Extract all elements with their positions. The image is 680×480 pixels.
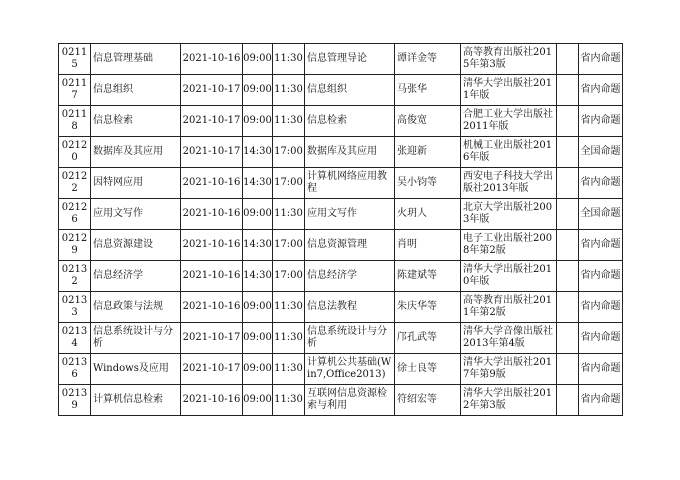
end-time-cell: 11:30: [273, 354, 305, 385]
exam-type-cell: 省内命题: [579, 44, 623, 75]
end-time-cell: 17:00: [273, 261, 305, 292]
course-code-cell: 02126: [59, 199, 91, 230]
course-name-cell: 计算机信息检索: [91, 385, 181, 416]
course-name-cell: 信息检索: [91, 106, 181, 137]
publisher-cell: 西安电子科技大学出版社2013年版: [461, 168, 557, 199]
start-time-cell: 09:00: [243, 199, 273, 230]
author-cell: 徐士良等: [395, 354, 461, 385]
author-cell: 陈建斌等: [395, 261, 461, 292]
note-cell: [557, 385, 579, 416]
textbook-cell: 信息资源管理: [305, 230, 395, 261]
publisher-cell: 清华大学出版社2010年版: [461, 261, 557, 292]
exam-type-cell: 省内命题: [579, 168, 623, 199]
note-cell: [557, 137, 579, 168]
course-code-cell: 02133: [59, 292, 91, 323]
end-time-cell: 11:30: [273, 292, 305, 323]
course-code-cell: 02134: [59, 323, 91, 354]
author-cell: 火玥人: [395, 199, 461, 230]
note-cell: [557, 354, 579, 385]
course-name-cell: 信息政策与法规: [91, 292, 181, 323]
table-row: [59, 137, 623, 168]
textbook-cell: 应用文写作: [305, 199, 395, 230]
author-cell: 邝孔武等: [395, 323, 461, 354]
author-cell: 肖明: [395, 230, 461, 261]
exam-date-cell: 2021-10-16: [181, 261, 243, 292]
note-cell: [557, 323, 579, 354]
exam-type-cell: 省内命题: [579, 75, 623, 106]
table-row: [59, 44, 623, 75]
author-cell: 马张华: [395, 75, 461, 106]
exam-date-cell: 2021-10-16: [181, 168, 243, 199]
exam-date-cell: 2021-10-17: [181, 106, 243, 137]
table-row: [59, 199, 623, 230]
note-cell: [557, 261, 579, 292]
textbook-cell: 计算机公共基础(Win7,Office2013): [305, 354, 395, 385]
end-time-cell: 17:00: [273, 230, 305, 261]
end-time-cell: 11:30: [273, 323, 305, 354]
end-time-cell: 11:30: [273, 385, 305, 416]
publisher-cell: 清华大学出版社2012年第3版: [461, 385, 557, 416]
publisher-cell: 清华大学出版社2017年第9版: [461, 354, 557, 385]
start-time-cell: 14:30: [243, 261, 273, 292]
author-cell: 符绍宏等: [395, 385, 461, 416]
table-row: [59, 75, 623, 106]
author-cell: 谭详金等: [395, 44, 461, 75]
exam-type-cell: 省内命题: [579, 323, 623, 354]
publisher-cell: 机械工业出版社2016年版: [461, 137, 557, 168]
end-time-cell: 17:00: [273, 137, 305, 168]
exam-date-cell: 2021-10-17: [181, 137, 243, 168]
publisher-cell: 高等教育出版社2015年第3版: [461, 44, 557, 75]
publisher-cell: 高等教育出版社2011年第2版: [461, 292, 557, 323]
exam-type-cell: 省内命题: [579, 106, 623, 137]
exam-date-cell: 2021-10-16: [181, 292, 243, 323]
start-time-cell: 09:00: [243, 292, 273, 323]
end-time-cell: 11:30: [273, 106, 305, 137]
note-cell: [557, 292, 579, 323]
table-row: [59, 385, 623, 416]
course-code-cell: 02118: [59, 106, 91, 137]
publisher-cell: 清华大学音像出版社2013年第4版: [461, 323, 557, 354]
author-cell: 张迎新: [395, 137, 461, 168]
table-row: [59, 292, 623, 323]
table-row: [59, 106, 623, 137]
end-time-cell: 11:30: [273, 199, 305, 230]
table-row: [59, 354, 623, 385]
author-cell: 吴小钧等: [395, 168, 461, 199]
course-name-cell: 数据库及其应用: [91, 137, 181, 168]
course-code-cell: 02122: [59, 168, 91, 199]
start-time-cell: 09:00: [243, 106, 273, 137]
publisher-cell: 北京大学出版社2003年版: [461, 199, 557, 230]
textbook-cell: 计算机网络应用教程: [305, 168, 395, 199]
exam-type-cell: 省内命题: [579, 385, 623, 416]
course-code-cell: 02120: [59, 137, 91, 168]
exam-schedule-table: [58, 43, 623, 416]
textbook-cell: 信息检索: [305, 106, 395, 137]
start-time-cell: 14:30: [243, 230, 273, 261]
end-time-cell: 11:30: [273, 44, 305, 75]
exam-type-cell: 省内命题: [579, 354, 623, 385]
exam-date-cell: 2021-10-17: [181, 323, 243, 354]
exam-type-cell: 省内命题: [579, 261, 623, 292]
end-time-cell: 17:00: [273, 168, 305, 199]
exam-type-cell: 全国命题: [579, 137, 623, 168]
start-time-cell: 09:00: [243, 75, 273, 106]
course-code-cell: 02117: [59, 75, 91, 106]
publisher-cell: 合肥工业大学出版社2011年版: [461, 106, 557, 137]
note-cell: [557, 199, 579, 230]
exam-date-cell: 2021-10-16: [181, 199, 243, 230]
textbook-cell: 信息系统设计与分析: [305, 323, 395, 354]
course-code-cell: 02139: [59, 385, 91, 416]
course-name-cell: 信息经济学: [91, 261, 181, 292]
exam-date-cell: 2021-10-17: [181, 354, 243, 385]
course-name-cell: 信息资源建设: [91, 230, 181, 261]
start-time-cell: 14:30: [243, 137, 273, 168]
note-cell: [557, 106, 579, 137]
end-time-cell: 11:30: [273, 75, 305, 106]
course-name-cell: 应用文写作: [91, 199, 181, 230]
table-row: [59, 168, 623, 199]
note-cell: [557, 44, 579, 75]
textbook-cell: 互联网信息资源检索与利用: [305, 385, 395, 416]
start-time-cell: 09:00: [243, 323, 273, 354]
exam-type-cell: 省内命题: [579, 292, 623, 323]
textbook-cell: 数据库及其应用: [305, 137, 395, 168]
course-name-cell: 信息组织: [91, 75, 181, 106]
table-row: [59, 323, 623, 354]
course-code-cell: 02129: [59, 230, 91, 261]
course-code-cell: 02115: [59, 44, 91, 75]
course-name-cell: 信息管理基础: [91, 44, 181, 75]
start-time-cell: 14:30: [243, 168, 273, 199]
exam-date-cell: 2021-10-16: [181, 230, 243, 261]
textbook-cell: 信息经济学: [305, 261, 395, 292]
exam-date-cell: 2021-10-16: [181, 44, 243, 75]
author-cell: 朱庆华等: [395, 292, 461, 323]
start-time-cell: 09:00: [243, 44, 273, 75]
exam-date-cell: 2021-10-16: [181, 385, 243, 416]
note-cell: [557, 230, 579, 261]
note-cell: [557, 168, 579, 199]
textbook-cell: 信息管理导论: [305, 44, 395, 75]
course-code-cell: 02136: [59, 354, 91, 385]
exam-type-cell: 省内命题: [579, 230, 623, 261]
course-code-cell: 02132: [59, 261, 91, 292]
exam-date-cell: 2021-10-17: [181, 75, 243, 106]
exam-type-cell: 全国命题: [579, 199, 623, 230]
start-time-cell: 09:00: [243, 385, 273, 416]
start-time-cell: 09:00: [243, 354, 273, 385]
course-name-cell: Windows及应用: [91, 354, 181, 385]
course-name-cell: 因特网应用: [91, 168, 181, 199]
textbook-cell: 信息组织: [305, 75, 395, 106]
table-row: [59, 261, 623, 292]
note-cell: [557, 75, 579, 106]
table-row: [59, 230, 623, 261]
course-name-cell: 信息系统设计与分析: [91, 323, 181, 354]
publisher-cell: 清华大学出版社2011年版: [461, 75, 557, 106]
textbook-cell: 信息法教程: [305, 292, 395, 323]
publisher-cell: 电子工业出版社2008年第2版: [461, 230, 557, 261]
author-cell: 高俊宽: [395, 106, 461, 137]
